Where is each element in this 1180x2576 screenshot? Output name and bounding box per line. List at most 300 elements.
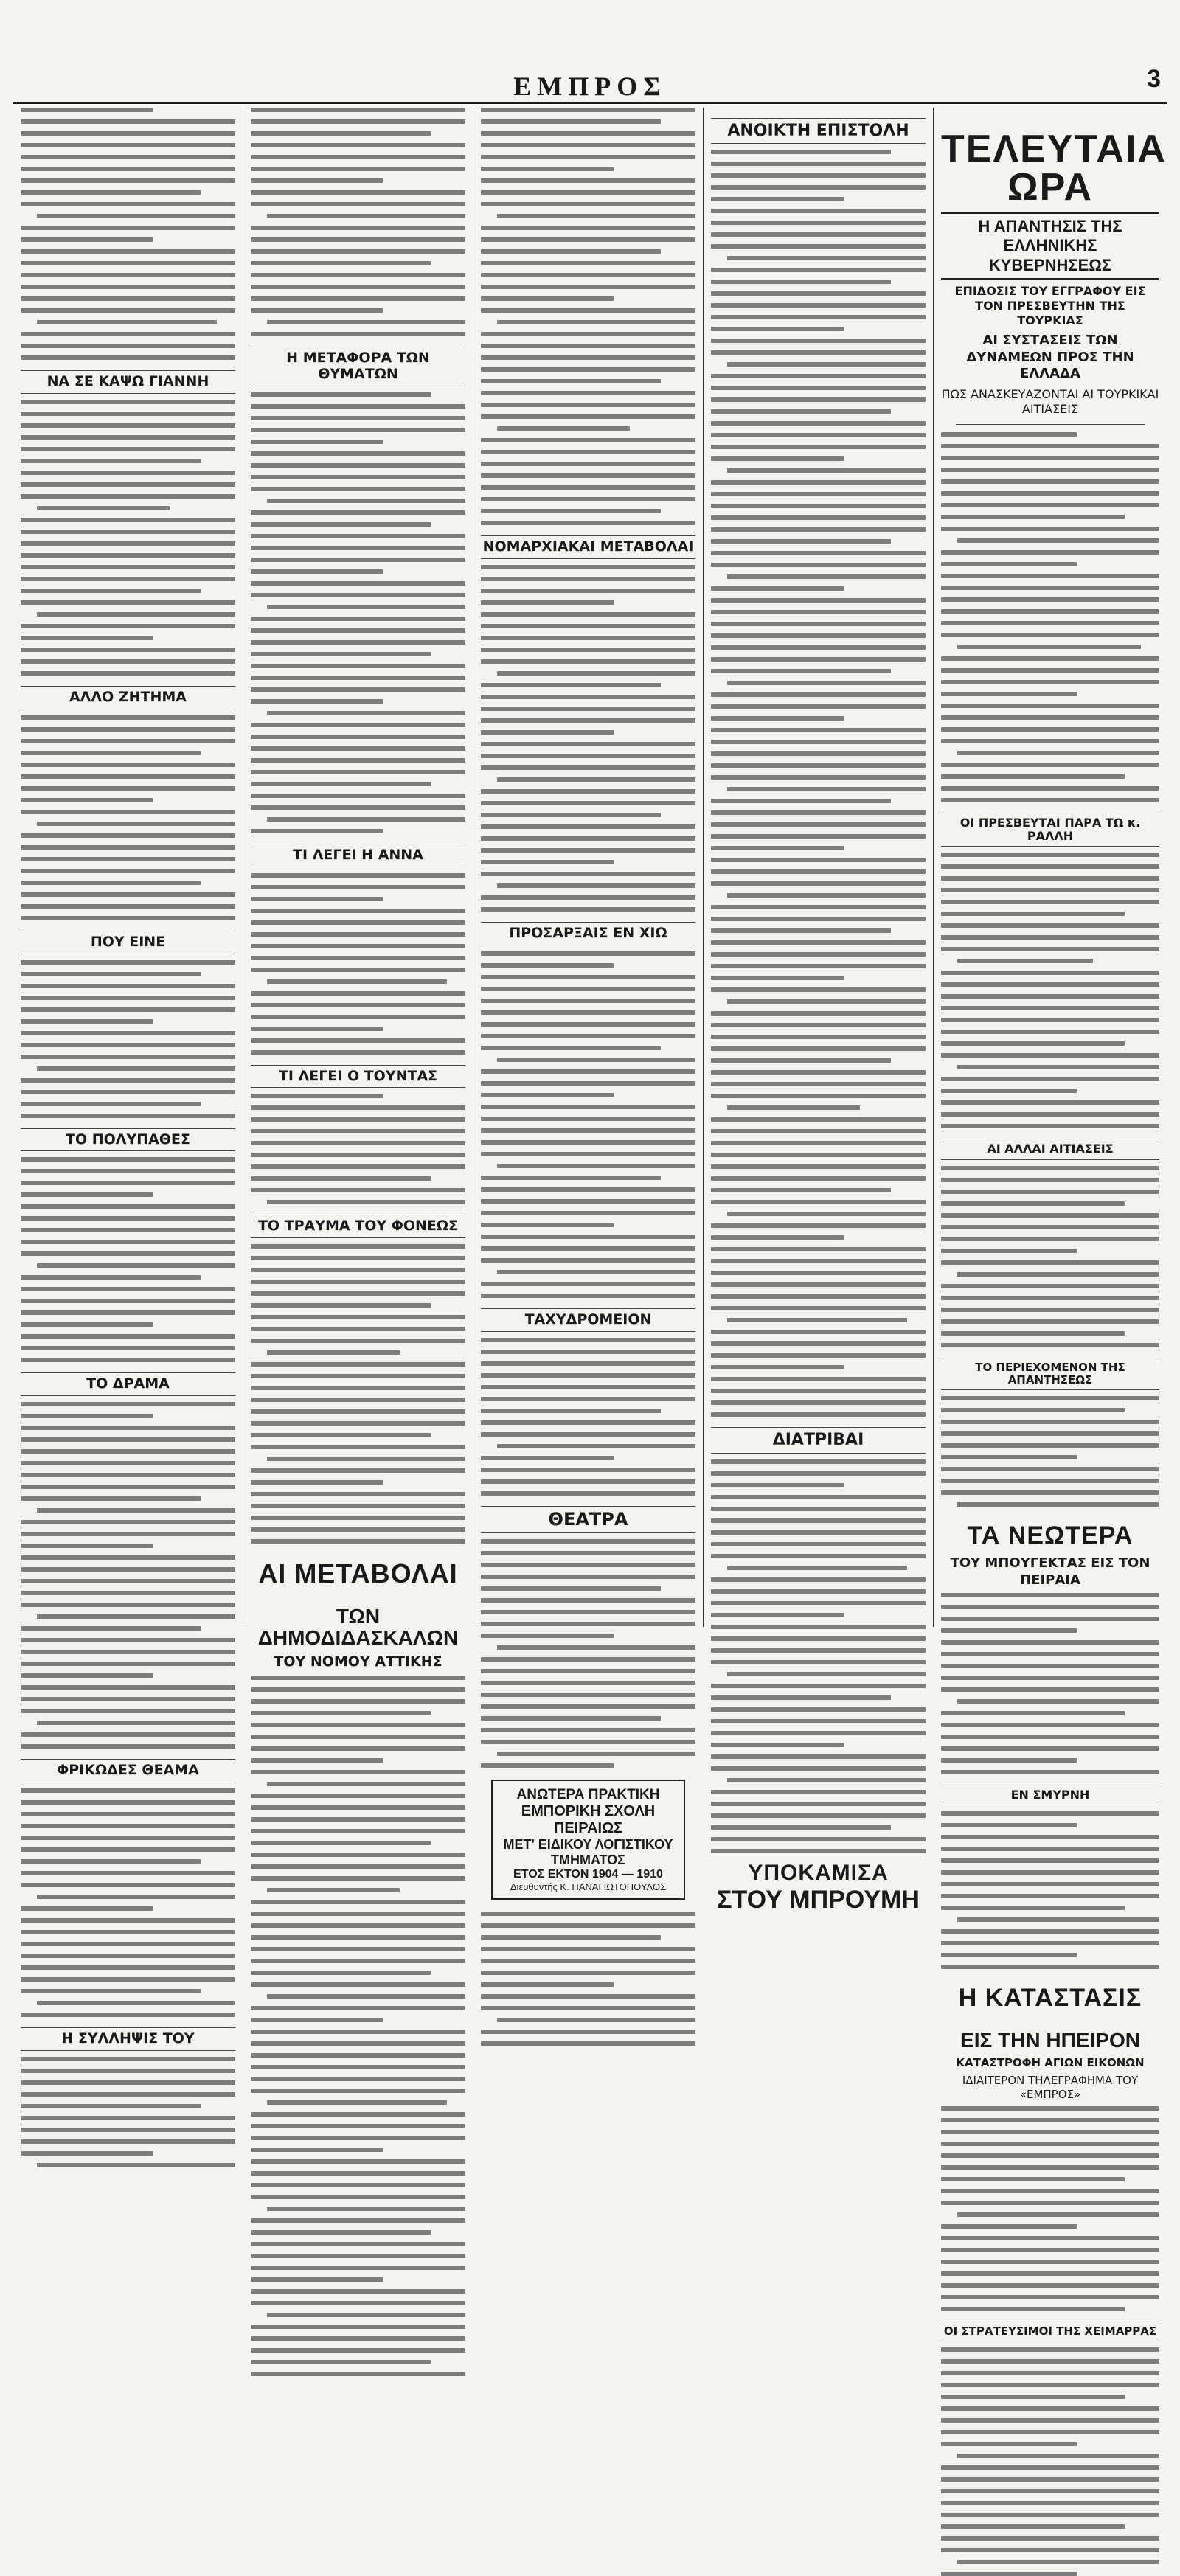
text-line xyxy=(711,1023,926,1027)
text-line xyxy=(711,291,926,296)
text-line xyxy=(251,534,465,538)
text-line xyxy=(481,155,695,159)
text-line xyxy=(727,362,926,367)
text-line xyxy=(251,1794,465,1798)
text-line xyxy=(711,1353,926,1358)
text-line xyxy=(711,1577,926,1582)
text-line xyxy=(21,1287,235,1291)
text-line xyxy=(481,119,661,124)
section-heading: ΤΑΧΥΔΡΟΜΕΙΟΝ xyxy=(481,1308,695,1332)
text-line xyxy=(711,1247,926,1251)
article-body xyxy=(21,1788,235,2017)
text-line xyxy=(941,2501,1159,2505)
text-line xyxy=(481,1634,614,1638)
text-line xyxy=(481,167,614,171)
text-line xyxy=(941,574,1159,578)
text-line xyxy=(481,485,695,490)
text-line xyxy=(37,1721,235,1725)
text-line xyxy=(711,775,926,780)
text-line xyxy=(251,178,384,183)
text-line xyxy=(251,1711,431,1715)
text-line xyxy=(251,1516,465,1520)
text-line xyxy=(251,2242,465,2246)
text-line xyxy=(711,1613,844,1617)
text-line xyxy=(481,1420,695,1425)
text-line xyxy=(711,150,891,154)
text-line xyxy=(941,2177,1125,2181)
text-line xyxy=(711,492,926,496)
text-line xyxy=(21,1732,235,1737)
text-line xyxy=(481,999,695,1003)
text-line xyxy=(941,1331,1125,1336)
text-line xyxy=(481,565,695,569)
text-line xyxy=(481,1338,695,1342)
text-line xyxy=(941,550,1159,555)
text-line xyxy=(21,1906,153,1911)
text-line xyxy=(251,1433,431,1437)
text-line xyxy=(711,905,926,909)
text-line xyxy=(251,1829,465,1833)
text-line xyxy=(711,409,891,414)
article-body xyxy=(481,951,695,1298)
text-line xyxy=(251,1188,465,1192)
text-line xyxy=(711,315,926,319)
text-line xyxy=(941,2283,1159,2288)
text-line xyxy=(497,1058,695,1062)
text-line xyxy=(711,1719,926,1723)
text-line xyxy=(21,624,235,628)
section-heading: ΤΟ ΠΕΡΙΕΧΟΜΕΝΟΝ ΤΗΣ ΑΠΑΝΤΗΣΕΩΣ xyxy=(941,1358,1159,1391)
text-line xyxy=(21,2128,235,2132)
text-line xyxy=(941,1835,1159,1839)
text-line xyxy=(251,1244,465,1249)
text-line xyxy=(251,108,465,112)
text-line xyxy=(941,1929,1159,1934)
lead-subheadline: Η ΑΠΑΝΤΗΣΙΣ ΤΗΣ ΕΛΛΗΝΙΚΗΣ ΚΥΒΕΡΝΗΣΕΩΣ xyxy=(941,212,1159,280)
text-line xyxy=(941,1296,1159,1300)
text-line xyxy=(711,704,926,709)
text-line xyxy=(711,1223,926,1228)
text-line xyxy=(481,1693,695,1697)
text-line xyxy=(711,1035,926,1039)
text-line xyxy=(941,1687,1159,1692)
text-line xyxy=(21,296,235,301)
text-line xyxy=(251,2195,465,2199)
text-line xyxy=(941,1664,1159,1668)
text-line xyxy=(267,711,465,715)
text-line xyxy=(711,244,926,249)
text-line xyxy=(251,1817,465,1822)
text-line xyxy=(941,786,1159,791)
text-line xyxy=(711,209,926,213)
text-line xyxy=(941,1018,1159,1022)
section-heading: ΑΙ ΑΛΛΑΙ ΑΙΤΙΑΣΕΙΣ xyxy=(941,1139,1159,1159)
text-line xyxy=(21,261,235,265)
text-line xyxy=(21,1031,235,1035)
text-line xyxy=(941,1894,1159,1898)
text-line xyxy=(21,447,235,451)
text-line xyxy=(481,355,695,360)
section-heading: ΝΑ ΣΕ ΚΑΨΩ ΓΙΑΝΝΗ xyxy=(21,370,235,394)
text-line xyxy=(711,339,926,343)
text-line xyxy=(251,1805,465,1810)
text-line xyxy=(267,1457,465,1461)
text-line xyxy=(711,480,926,485)
text-line xyxy=(481,1282,695,1286)
text-line xyxy=(711,280,891,284)
text-line xyxy=(497,1645,695,1650)
text-line xyxy=(941,2236,1159,2240)
text-line xyxy=(251,1374,465,1378)
feature-subheading: ΤΟΥ ΝΟΜΟΥ ΑΤΤΙΚΗΣ xyxy=(274,1653,442,1670)
text-line xyxy=(481,1563,695,1567)
text-line xyxy=(941,2165,1159,2170)
text-line xyxy=(481,1575,695,1579)
text-line xyxy=(941,1030,1159,1034)
article-body xyxy=(21,108,235,360)
text-line xyxy=(941,1882,1159,1886)
text-line xyxy=(481,367,695,372)
text-line xyxy=(711,822,926,827)
text-line xyxy=(711,1200,926,1204)
divider xyxy=(956,424,1145,425)
text-line xyxy=(251,1003,465,1007)
text-line xyxy=(251,1723,465,1727)
text-line xyxy=(21,308,235,313)
text-line xyxy=(941,912,1125,916)
text-line xyxy=(21,1591,235,1595)
text-line xyxy=(727,1318,907,1322)
text-line xyxy=(711,1684,926,1688)
text-line xyxy=(21,1019,153,1024)
text-line xyxy=(481,178,695,183)
text-line xyxy=(21,1275,201,1280)
text-line xyxy=(941,1006,1159,1010)
text-line xyxy=(941,1490,1159,1495)
article-body xyxy=(481,108,695,525)
text-line xyxy=(21,1650,235,1654)
text-line xyxy=(251,1923,465,1928)
text-line xyxy=(21,2104,201,2108)
text-line xyxy=(37,214,235,218)
text-line xyxy=(941,1605,1159,1609)
text-line xyxy=(481,1923,695,1928)
text-line xyxy=(21,541,235,546)
article-body xyxy=(21,960,235,1118)
text-line xyxy=(251,1117,465,1122)
text-line xyxy=(711,810,926,815)
text-line xyxy=(251,1386,465,1390)
text-line xyxy=(21,1090,235,1094)
text-line xyxy=(497,1164,695,1168)
text-line xyxy=(481,695,695,699)
text-line xyxy=(21,1007,235,1012)
text-line xyxy=(711,1306,926,1310)
shirts-advertisement xyxy=(711,1861,926,1914)
text-line xyxy=(711,1094,926,1098)
text-line xyxy=(21,739,235,743)
text-line xyxy=(251,1315,465,1319)
text-line xyxy=(21,155,235,159)
text-line xyxy=(481,1456,614,1460)
lead-deck: ΠΩΣ ΑΝΑΣΚΕΥΑΖΟΝΤΑΙ ΑΙ ΤΟΥΡΚΙΚΑΙ ΑΙΤΙΑΣΕΙΣ xyxy=(941,386,1159,416)
text-line xyxy=(21,1157,235,1162)
text-line xyxy=(957,1917,1159,1922)
text-line xyxy=(21,423,235,428)
text-line xyxy=(21,1251,235,1256)
text-line xyxy=(37,2163,235,2167)
text-line xyxy=(941,1420,1159,1424)
article-body xyxy=(251,873,465,1055)
text-line xyxy=(481,1657,695,1662)
text-line xyxy=(711,1754,926,1759)
text-line xyxy=(711,1542,926,1546)
text-line xyxy=(251,1480,384,1485)
text-line xyxy=(251,522,431,527)
text-line xyxy=(941,2418,1159,2423)
text-line xyxy=(711,1589,926,1594)
text-line xyxy=(481,1551,695,1555)
text-line xyxy=(941,586,1159,590)
text-line xyxy=(21,1626,201,1631)
text-line xyxy=(957,1502,1159,1507)
text-line xyxy=(481,1361,695,1366)
text-line xyxy=(481,414,695,419)
text-line xyxy=(251,873,465,878)
text-line xyxy=(941,935,1159,940)
text-line xyxy=(481,1994,695,1999)
text-line xyxy=(251,1876,465,1881)
text-line xyxy=(941,1190,1159,1194)
text-line xyxy=(21,1942,235,1946)
text-line xyxy=(21,1473,235,1477)
text-line xyxy=(481,1069,695,1074)
text-line xyxy=(251,1527,465,1532)
text-line xyxy=(941,479,1159,484)
text-line xyxy=(251,190,465,195)
text-line xyxy=(711,1707,926,1712)
text-line xyxy=(727,574,926,579)
text-line xyxy=(941,621,1159,625)
text-line xyxy=(957,645,1141,649)
column-3 xyxy=(473,108,704,1893)
text-line xyxy=(481,1935,661,1940)
text-line xyxy=(21,1102,201,1106)
text-line xyxy=(941,2201,1159,2205)
text-line xyxy=(21,1685,235,1690)
text-line xyxy=(37,320,217,324)
text-line xyxy=(21,344,235,348)
text-line xyxy=(711,881,926,886)
text-line xyxy=(711,1400,926,1405)
text-line xyxy=(21,892,235,897)
text-line xyxy=(21,577,235,581)
article-body xyxy=(21,2057,235,2167)
news-subheading: ΤΟΥ ΜΠΟΥΓΕΚΤΑΣ ΕΙΣ ΤΟΝ ΠΕΙΡΑΙΑ xyxy=(950,1555,1150,1588)
text-line xyxy=(711,303,926,308)
text-line xyxy=(941,1593,1159,1597)
epirus-subheading: ΚΑΤΑΣΤΡΟΦΗ ΑΓΙΩΝ ΕΙΚΟΝΩΝ xyxy=(956,2055,1145,2069)
text-line xyxy=(711,327,844,331)
text-line xyxy=(251,1421,465,1426)
text-line xyxy=(267,214,465,218)
text-line xyxy=(251,885,465,889)
newspaper-title: ΕΜΠΡΟΣ xyxy=(513,72,667,101)
text-line xyxy=(727,1212,926,1216)
text-line xyxy=(941,2130,1159,2134)
text-line xyxy=(21,1204,235,1209)
text-line xyxy=(251,1339,465,1343)
text-line xyxy=(941,1089,1077,1093)
text-line xyxy=(941,609,1159,614)
article-body xyxy=(251,108,465,336)
text-line xyxy=(941,1823,1077,1827)
article-body xyxy=(481,565,695,912)
school-advertisement xyxy=(491,1780,685,1900)
text-line xyxy=(481,1610,695,1614)
column-2 xyxy=(243,108,473,1670)
text-line xyxy=(267,499,465,503)
text-line xyxy=(21,1169,235,1173)
text-line xyxy=(711,1530,926,1535)
text-line xyxy=(251,664,465,668)
text-line xyxy=(251,1864,465,1869)
text-line xyxy=(21,1055,235,1059)
text-line xyxy=(957,2454,1159,2458)
text-line xyxy=(941,1847,1159,1851)
text-line xyxy=(941,2524,1125,2529)
text-line xyxy=(481,1373,695,1378)
text-line xyxy=(711,1849,926,1853)
text-line xyxy=(21,1709,235,1713)
text-line xyxy=(711,1164,926,1169)
text-line xyxy=(21,332,235,336)
text-line xyxy=(21,869,235,873)
text-line xyxy=(727,681,926,685)
text-line xyxy=(481,848,695,853)
text-line xyxy=(251,1959,465,1963)
text-line xyxy=(941,515,1125,519)
text-line xyxy=(251,285,465,289)
text-line xyxy=(251,2266,465,2270)
text-line xyxy=(481,624,695,628)
text-line xyxy=(941,1201,1125,1206)
text-line xyxy=(37,612,235,617)
text-line xyxy=(481,249,661,254)
text-line xyxy=(711,952,926,957)
text-line xyxy=(481,509,661,513)
text-line xyxy=(251,1468,465,1473)
text-line xyxy=(481,1491,695,1496)
text-line xyxy=(957,1699,1159,1704)
text-line xyxy=(21,1228,235,1232)
text-line xyxy=(251,956,465,960)
text-line xyxy=(251,1687,465,1692)
text-line xyxy=(251,1770,465,1774)
text-line xyxy=(251,1841,431,1845)
text-line xyxy=(251,1853,465,1857)
text-line xyxy=(481,730,614,735)
text-line xyxy=(481,1479,695,1484)
text-line xyxy=(251,273,465,277)
masthead-rule xyxy=(13,102,1167,104)
text-line xyxy=(481,1294,695,1298)
text-line xyxy=(941,1640,1159,1645)
text-line xyxy=(941,456,1159,460)
text-line xyxy=(711,173,926,178)
text-line xyxy=(21,1216,235,1221)
text-line xyxy=(481,636,695,640)
text-line xyxy=(481,108,695,112)
text-line xyxy=(21,119,235,124)
text-line xyxy=(941,444,1159,448)
text-line xyxy=(481,1128,695,1133)
text-line xyxy=(941,2383,1159,2387)
text-line xyxy=(251,723,465,727)
text-line xyxy=(21,412,235,416)
text-line xyxy=(21,190,201,195)
text-line xyxy=(711,1377,926,1381)
text-line xyxy=(481,1235,695,1239)
text-line xyxy=(481,824,695,829)
text-line xyxy=(941,1284,1159,1288)
text-line xyxy=(711,799,891,803)
text-line xyxy=(21,1812,235,1816)
text-line xyxy=(711,610,926,614)
text-line xyxy=(251,1935,465,1940)
ad-line: Διευθυντής Κ. ΠΑΝΑΓΙΩΤΟΠΟΥΛΟΣ xyxy=(510,1881,667,1893)
text-line xyxy=(481,1539,695,1544)
text-line xyxy=(21,518,235,522)
section-heading: ΤΟ ΤΡΑΥΜΑ ΤΟΥ ΦΟΝΕΩΣ xyxy=(251,1215,465,1238)
text-line xyxy=(941,1166,1159,1170)
text-line xyxy=(251,249,465,254)
text-line xyxy=(21,237,153,242)
text-line xyxy=(941,1455,1077,1459)
text-line xyxy=(251,2148,384,2152)
text-line xyxy=(21,763,235,767)
text-line xyxy=(481,1093,614,1097)
text-line xyxy=(21,1930,235,1934)
text-line xyxy=(251,2348,465,2353)
text-line xyxy=(21,1567,235,1572)
column-5 xyxy=(934,108,1167,2338)
text-line xyxy=(481,1034,695,1038)
text-line xyxy=(711,1825,891,1830)
text-line xyxy=(251,2289,465,2294)
text-line xyxy=(251,991,465,996)
text-line xyxy=(711,1743,844,1747)
text-line xyxy=(481,2041,695,2046)
text-line xyxy=(21,904,235,909)
text-line xyxy=(481,1409,661,1413)
text-line xyxy=(711,1412,926,1417)
text-line xyxy=(21,249,235,254)
text-line xyxy=(481,742,695,746)
text-line xyxy=(481,1176,661,1180)
text-line xyxy=(711,1554,926,1558)
text-line xyxy=(727,893,926,898)
lead-headline: ΤΕΛΕΥΤΑΙΑ ΩΡΑ xyxy=(941,128,1167,209)
text-line xyxy=(251,1912,465,1916)
text-line xyxy=(251,2325,465,2329)
text-line xyxy=(941,2359,1159,2364)
text-line xyxy=(481,987,695,991)
text-line xyxy=(711,987,926,992)
text-line xyxy=(251,2218,465,2223)
text-line xyxy=(21,996,235,1000)
text-line xyxy=(37,1508,235,1513)
